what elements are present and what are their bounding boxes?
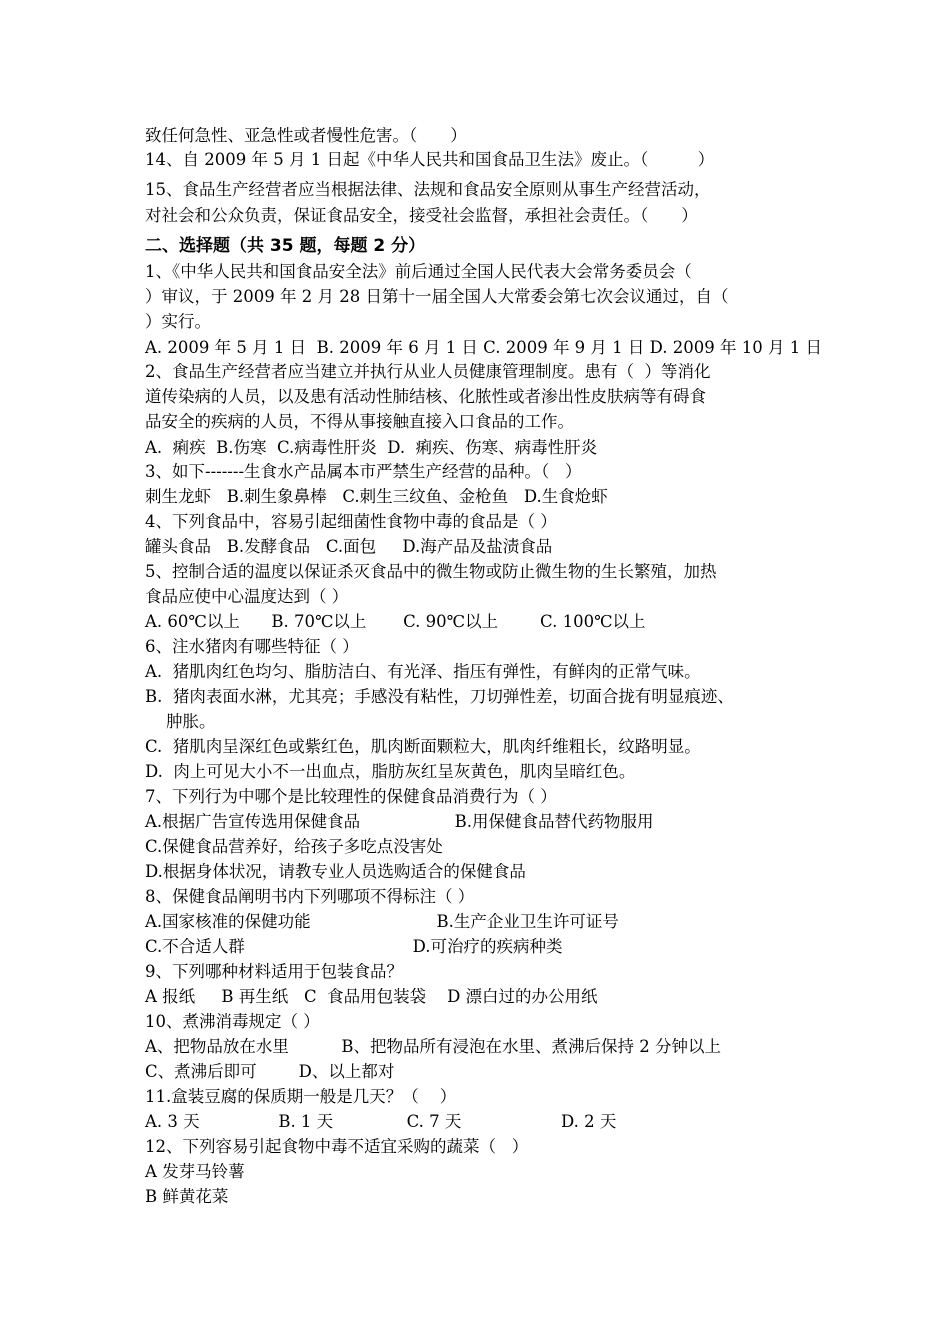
question-1: 1、《中华人民共和国食品安全法》前后通过全国人民代表大会常务委员会（ — [145, 262, 692, 281]
question-14: 14、自 2009 年 5 月 1 日起《中华人民共和国食品卫生法》废止。（ ） — [145, 150, 715, 169]
options-line: A. 60℃以上 B. 70℃以上 C. 90℃以上 C. 100℃以上 — [145, 612, 646, 631]
option-b: B. 猪肉表面水淋，尤其亮；手感没有粘性，刀切弹性差，切面合拢有明显痕迹、 — [145, 687, 734, 706]
option-a: A 发芽马铃薯 — [145, 1162, 245, 1181]
question-8: 8、保健食品阐明书内下列哪项不得标注（ ） — [145, 887, 475, 906]
option-d: D.根据身体状况，请教专业人员选购适合的保健食品 — [145, 862, 526, 881]
question-3: 3、如下-------生食水产品属本市严禁生产经营的品种。（ ） — [145, 462, 582, 481]
option-c: C.保健食品营养好，给孩子多吃点没害处 — [145, 837, 443, 856]
options-line: A. 2009 年 5 月 1 日 B. 2009 年 6 月 1 日 C. 2009 年 9 月 1 日 D. 2009 年 10 月 1 日 — [145, 338, 822, 357]
option-a: A. 猪肌肉红色均匀、脂肪洁白、有光泽、指压有弹性，有鲜肉的正常气味。 — [145, 662, 701, 681]
question-15: 15、食品生产经营者应当根据法律、法规和食品安全原则从事生产经营活动， — [145, 180, 711, 199]
text-line: 道传染病的人员，以及患有活动性肺结核、化脓性或者渗出性皮肤病等有碍食 — [145, 387, 706, 406]
question-12: 12、下列容易引起食物中毒不适宜采购的蔬菜（ ） — [145, 1137, 529, 1156]
question-2: 2、食品生产经营者应当建立并执行从业人员健康管理制度。患有（ ）等消化 — [145, 362, 711, 381]
options-line: A.国家核准的保健功能 B.生产企业卫生许可证号 — [145, 912, 619, 931]
options-line: A 报纸 B 再生纸 C 食品用包装袋 D 漂白过的办公用纸 — [145, 987, 598, 1006]
text-line: 肿胀。 — [145, 712, 216, 731]
text-line: 食品应使中心温度达到（ ） — [145, 587, 349, 606]
text-line: 对社会和公众负责，保证食品安全，接受社会监督，承担社会责任。（ ） — [145, 206, 698, 225]
question-9: 9、下列哪种材料适用于包装食品？ — [145, 962, 403, 981]
text-line: 品安全的疾病的人员，不得从事接触直接入口食品的工作。 — [145, 412, 574, 431]
question-5: 5、控制合适的温度以保证杀灭食品中的微生物或防止微生物的生长繁殖，加热 — [145, 562, 717, 581]
question-7: 7、下列行为中哪个是比较理性的保健食品消费行为（ ） — [145, 787, 557, 806]
text-line: ）实行。 — [145, 312, 211, 331]
text-line: 致任何急性、亚急性或者慢性危害。（ ） — [145, 126, 467, 145]
question-4: 4、下列食品中，容易引起细菌性食物中毒的食品是（ ） — [145, 512, 557, 531]
options-line: A.根据广告宣传选用保健食品 B.用保健食品替代药物服用 — [145, 812, 654, 831]
option-d: D. 肉上可见大小不一出血点，脂肪灰红呈灰黄色，肌肉呈暗红色。 — [145, 762, 636, 781]
question-6: 6、注水猪肉有哪些特征（ ） — [145, 637, 359, 656]
options-line: A、把物品放在水里 B、把物品所有浸泡在水里、煮沸后保持 2 分钟以上 — [145, 1037, 721, 1056]
text-line: ）审议，于 2009 年 2 月 28 日第十一届全国人大常委会第七次会议通过，自（ — [145, 287, 729, 306]
options-line: A. 痢疾 B.伤寒 C.病毒性肝炎 D. 痢疾、伤寒、病毒性肝炎 — [145, 438, 598, 457]
options-line: C、煮沸后即可 D、以上都对 — [145, 1062, 395, 1081]
question-10: 10、煮沸消毒规定（ ） — [145, 1012, 320, 1031]
option-c: C. 猪肌肉呈深红色或紫红色，肌肉断面颗粒大，肌肉纤维粗长，纹路明显。 — [145, 737, 701, 756]
question-11: 11.盒装豆腐的保质期一般是几天？（ ） — [145, 1087, 457, 1106]
options-line: 刺生龙虾 B.刺生象鼻棒 C.刺生三纹鱼、金枪鱼 D.生食炝虾 — [145, 487, 608, 506]
options-line: C.不合适人群 D.可治疗的疾病种类 — [145, 937, 563, 956]
options-line: 罐头食品 B.发酵食品 C.面包 D.海产品及盐渍食品 — [145, 537, 553, 556]
option-b: B 鲜黄花菜 — [145, 1187, 229, 1206]
options-line: A. 3 天 B. 1 天 C. 7 天 D. 2 天 — [145, 1112, 617, 1131]
section-heading: 二、选择题（共 35 题，每题 2 分） — [145, 236, 426, 256]
